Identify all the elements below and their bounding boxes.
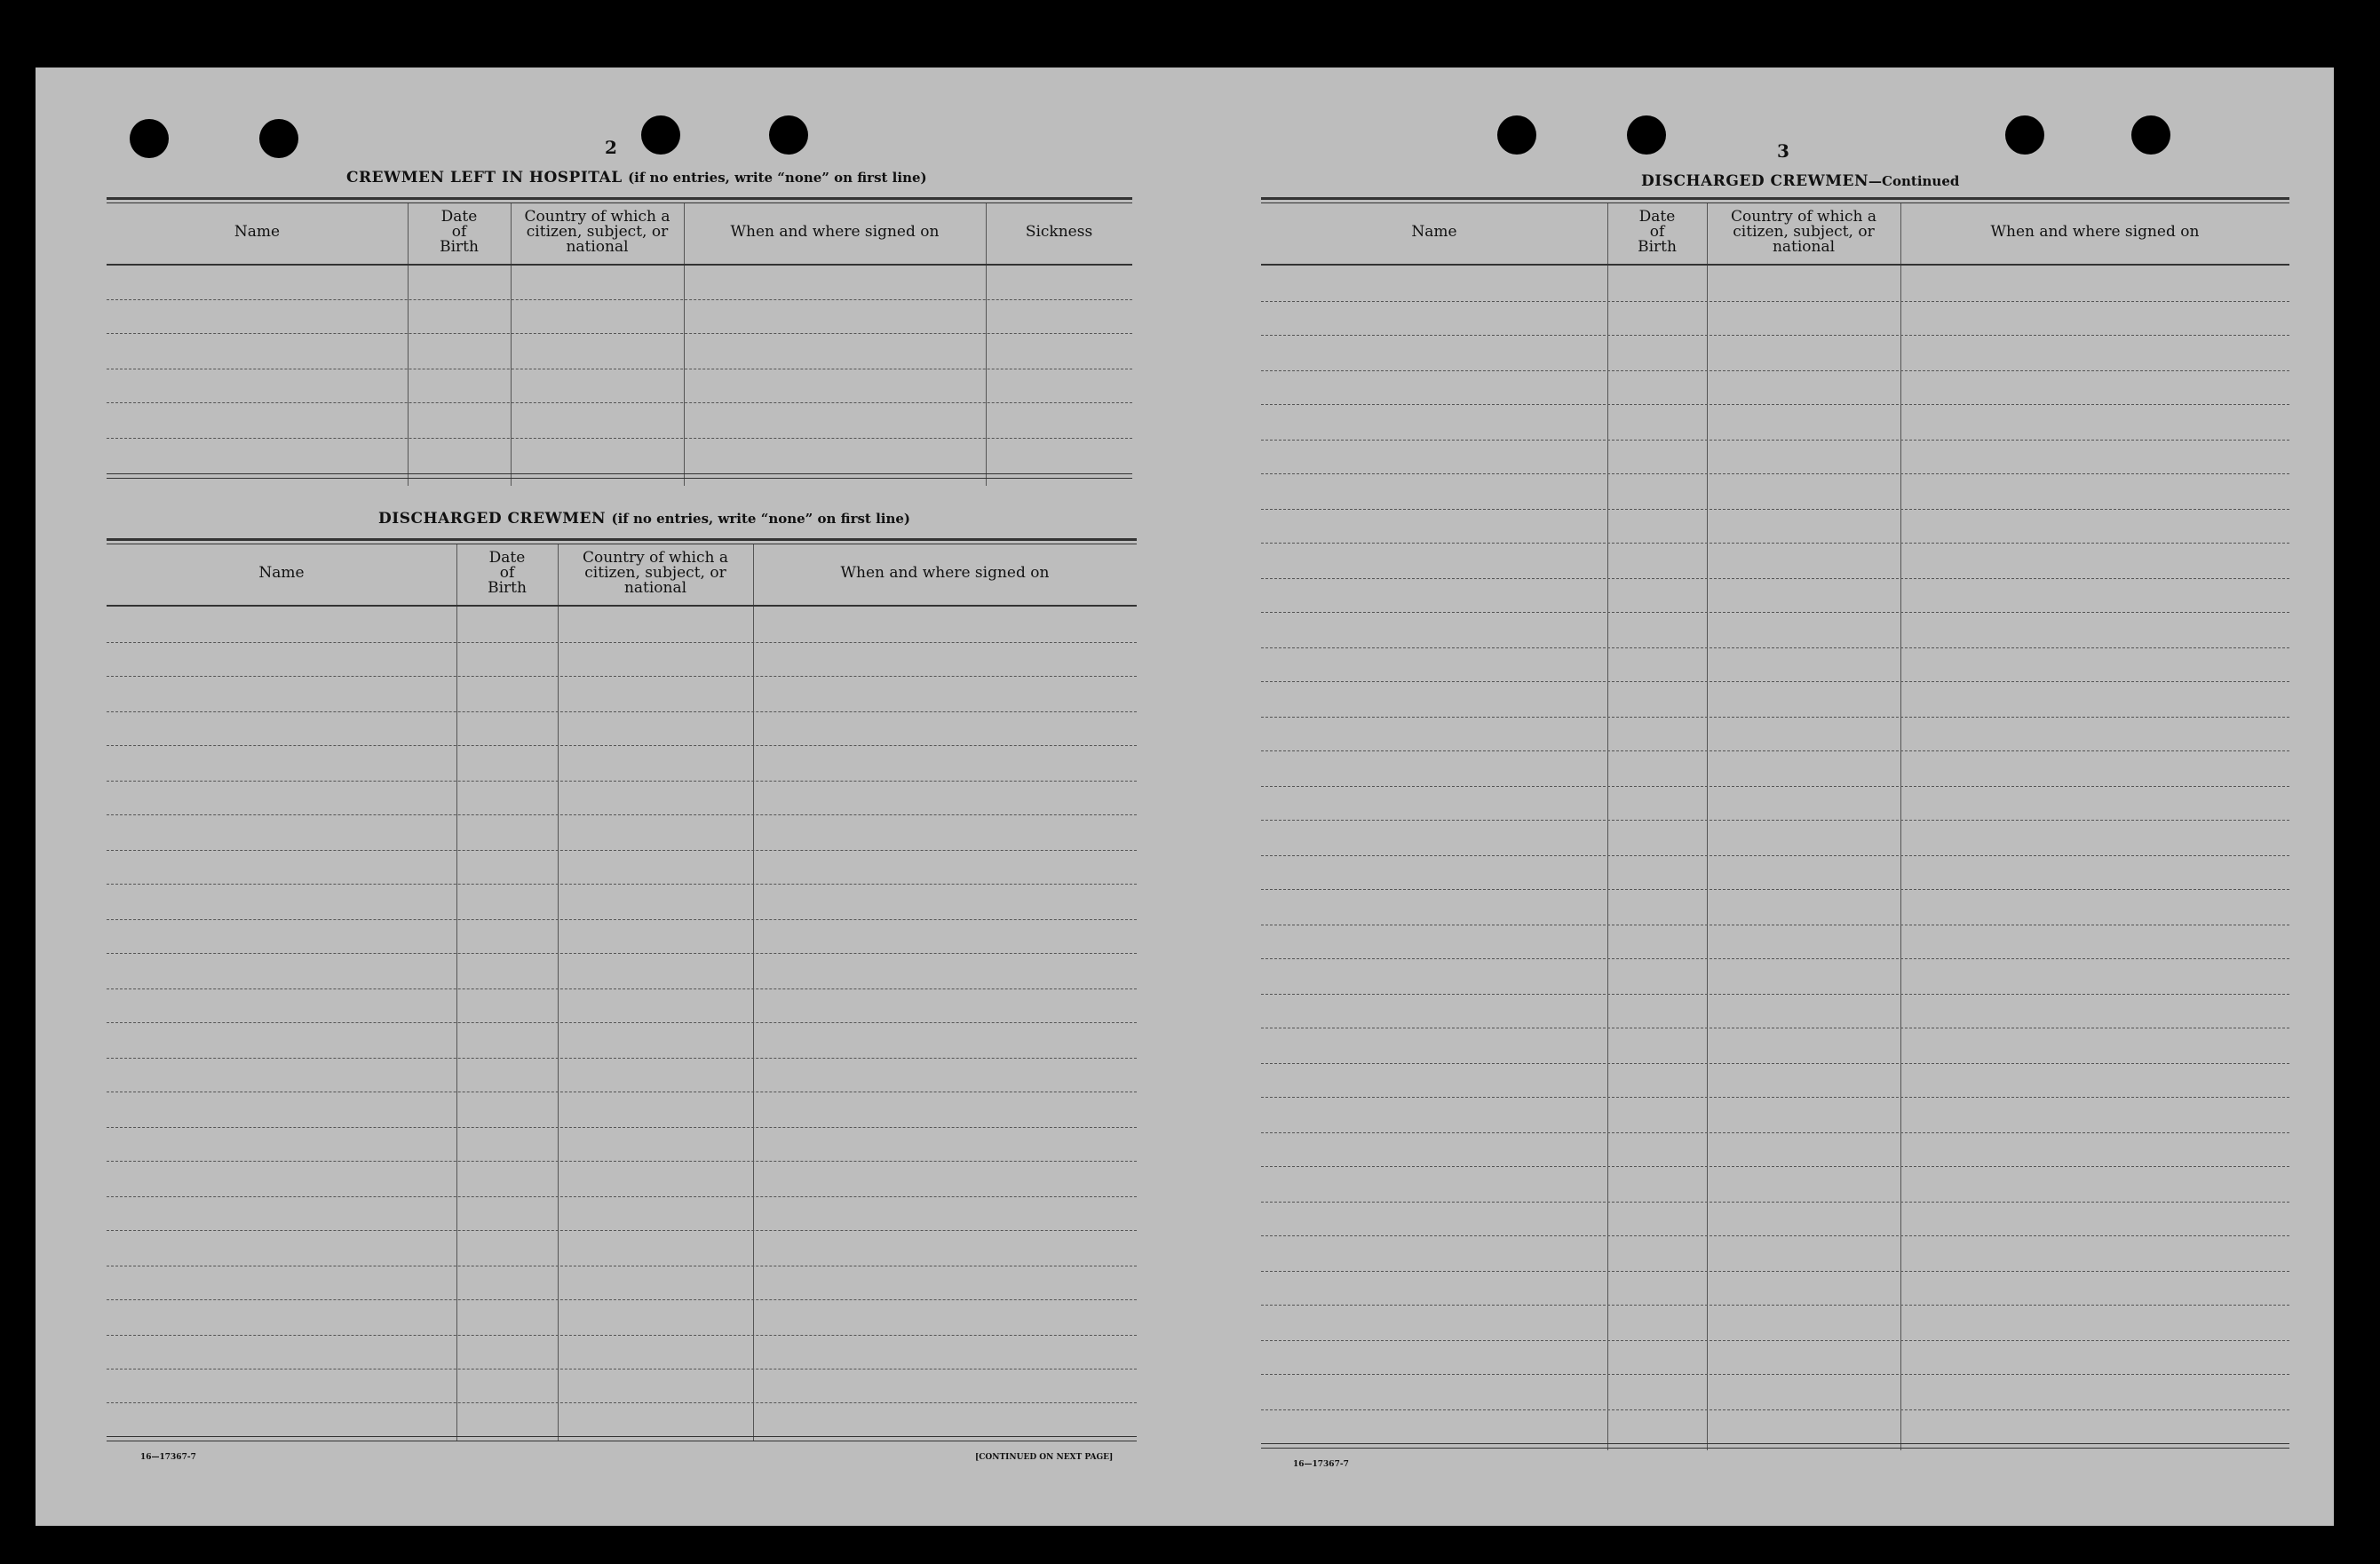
hospital-title-note: (if no entries, write “none” on first line)	[628, 170, 927, 186]
form-number: 16—17367-7	[140, 1453, 196, 1462]
discharged-title-note: (if no entries, write “none” on first line)	[611, 511, 911, 527]
hospital-section-title	[346, 169, 927, 187]
continued-note: [CONTINUED ON NEXT PAGE]	[975, 1453, 1114, 1462]
left-page	[107, 67, 1172, 1526]
page-number: 2	[605, 137, 617, 158]
right-page	[1261, 67, 2325, 1526]
hospital-table	[107, 197, 1132, 486]
column-header-date-of-birth: Date of Birth	[488, 548, 527, 597]
column-header-name: Name	[258, 563, 305, 582]
discharged-section-title	[378, 510, 910, 528]
discharged-continued-title-text: DISCHARGED CREWMEN	[1641, 172, 1869, 190]
column-header-date-of-birth: Date of Birth	[440, 207, 479, 256]
discharged-table	[107, 538, 1137, 1441]
form-number: 16—17367-7	[1293, 1460, 1349, 1469]
column-header-country: Country of which a citizen, subject, or national	[524, 207, 670, 256]
column-header-signed-on: When and where signed on	[730, 222, 940, 241]
discharged-title-text: DISCHARGED CREWMEN	[378, 510, 607, 528]
column-header-name: Name	[1411, 222, 1457, 241]
column-header-sickness: Sickness	[1025, 222, 1093, 241]
form-paper	[36, 67, 2334, 1526]
column-header-signed-on: When and where signed on	[840, 563, 1050, 582]
column-header-country: Country of which a citizen, subject, or national	[1731, 207, 1876, 256]
column-header-signed-on: When and where signed on	[1990, 222, 2200, 241]
page-number: 3	[1777, 140, 1789, 162]
discharged-continued-suffix: —Continued	[1868, 173, 1960, 189]
column-header-date-of-birth: Date of Birth	[1638, 207, 1677, 256]
hospital-title-text: CREWMEN LEFT IN HOSPITAL	[346, 169, 623, 187]
column-header-name: Name	[234, 222, 281, 241]
discharged-continued-title	[1641, 172, 1959, 190]
column-header-country: Country of which a citizen, subject, or national	[583, 548, 728, 597]
discharged-continued-table	[1261, 197, 2289, 1450]
